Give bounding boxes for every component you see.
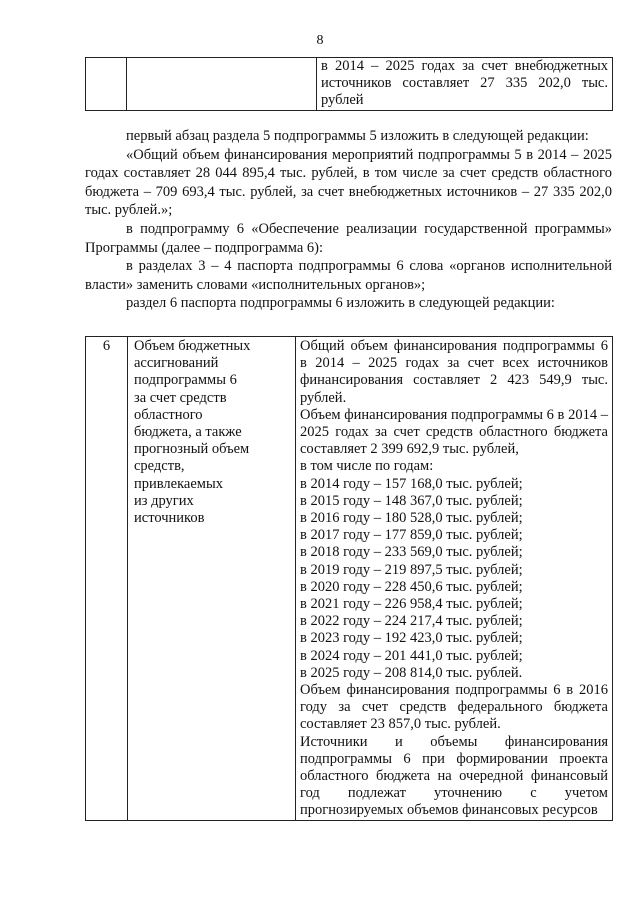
description-line: бюджета, а также [134, 424, 242, 441]
body-text [85, 127, 612, 313]
description-line: подпрограммы 6 [134, 372, 237, 389]
page-number: 8 [316, 33, 324, 48]
year-line: в 2024 году – 201 441,0 тыс. рублей; [300, 647, 523, 664]
year-line: в 2025 году – 208 814,0 тыс. рублей. [300, 664, 523, 681]
top-table-cell-number [86, 58, 127, 111]
top-table-cell-text: в 2014 – 2025 годах за счет внебюджетных источников составляет 27 335 202,0 тыс. рублей [317, 58, 613, 111]
paragraph: в разделах 3 – 4 паспорта подпрограммы 6 слова «органов исполнительной власти» заменить словами «исполнительных органов»; [85, 258, 612, 293]
year-line: в 2016 году – 180 528,0 тыс. рублей; [300, 510, 523, 527]
top-table-fragment [85, 57, 613, 111]
regional-budget-text: Объем финансирования подпрограммы 6 в 2014 – 2025 годах за счет средств областного бюджета составляет 2 399 692,9 тыс. рублей, [300, 406, 608, 458]
year-line: в 2020 году – 228 450,6 тыс. рублей; [300, 578, 523, 595]
paragraph: «Общий объем финансирования мероприятий подпрограммы 5 в 2014 – 2025 годах составляет 28 044 895,4 тыс. рублей, в том числе за счет средств областного бюджета – 709 693,4 тыс. рублей, за счет внебюджетных источников – 27 335 202,0 тыс. рублей.»; [85, 146, 612, 219]
year-line: в 2023 году – 192 423,0 тыс. рублей; [300, 630, 523, 647]
federal-budget-text: Объем финансирования подпрограммы 6 в 2016 году за счет средств федерального бюджета составляет 23 857,0 тыс. рублей. [300, 682, 608, 733]
row-number: 6 [86, 337, 128, 821]
paragraph: первый абзац раздела 5 подпрограммы 5 изложить в следующей редакции: [126, 128, 589, 144]
table-row [86, 337, 613, 821]
year-line: в 2019 году – 219 897,5 тыс. рублей; [300, 561, 523, 578]
description-line: ассигнований [134, 355, 219, 372]
year-line: в 2015 году – 148 367,0 тыс. рублей; [300, 492, 523, 509]
year-line: в 2018 году – 233 569,0 тыс. рублей; [300, 544, 523, 561]
total-financing-text: Общий объем финансирования подпрограммы 6 в 2014 – 2025 годах за счет всех источников финансирования составляет 2 423 549,9 тыс. рублей. [300, 338, 608, 406]
description-line: из других [134, 492, 194, 509]
description-line: средств, [134, 458, 185, 475]
top-table-cell-description [127, 58, 317, 111]
row-description [128, 337, 296, 821]
description-line: за счет средств [134, 389, 227, 406]
year-line: в 2014 году – 157 168,0 тыс. рублей; [300, 475, 523, 492]
description-line: привлекаемых [134, 475, 223, 492]
paragraph: раздел 6 паспорта подпрограммы 6 изложить в следующей редакции: [126, 295, 555, 312]
description-line: Объем бюджетных [134, 338, 251, 354]
description-line: прогнозный объем [134, 441, 250, 458]
year-line: в 2017 году – 177 859,0 тыс. рублей; [300, 527, 523, 544]
year-line: в 2022 году – 224 217,4 тыс. рублей; [300, 613, 523, 630]
paragraph: в подпрограмму 6 «Обеспечение реализации государственной программы» Программы (далее – подпрограмма 6): [85, 220, 612, 256]
description-line: источников [134, 510, 205, 527]
description-line: областного [134, 406, 203, 423]
by-years-intro: в том числе по годам: [300, 458, 434, 475]
sources-text: Источники и объемы финансирования подпрограммы 6 при формировании проекта областного бюджета на очередной финансовый год подлежат уточнению с учетом прогнозируемых объемов финансовых ресурсов [300, 733, 608, 819]
row-content [296, 337, 613, 821]
year-line: в 2021 году – 226 958,4 тыс. рублей; [300, 596, 523, 613]
passport-table [85, 336, 613, 821]
